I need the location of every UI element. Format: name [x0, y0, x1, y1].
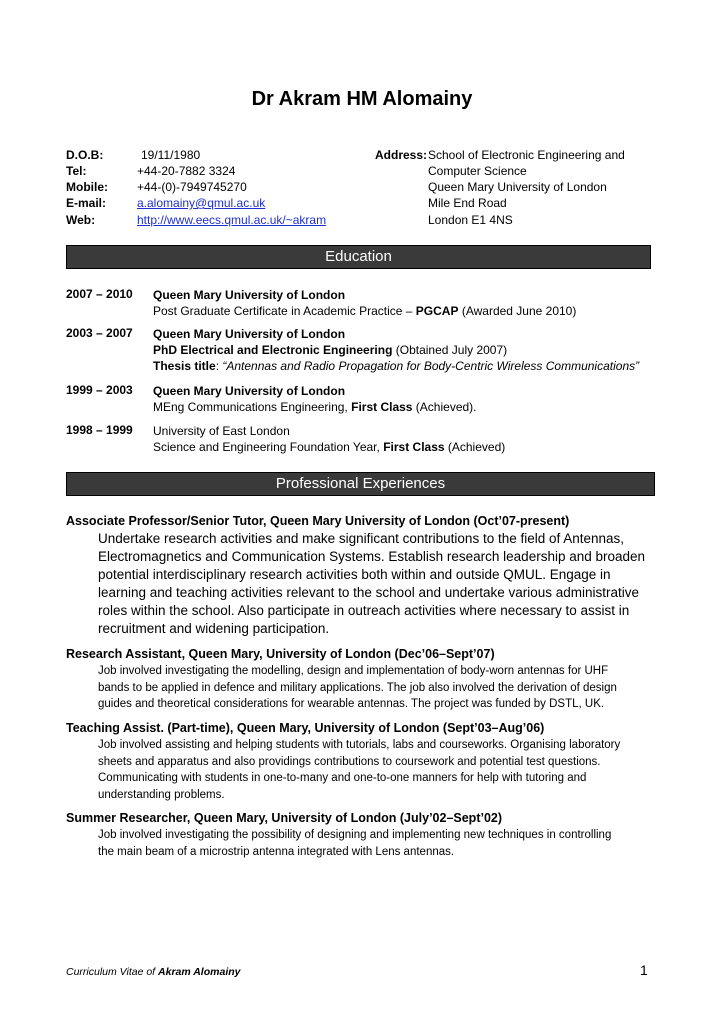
- edu-years: 1998 – 1999: [66, 423, 133, 437]
- mobile-value: +44-(0)-7949745270: [137, 180, 247, 194]
- address-line: London E1 4NS: [428, 213, 513, 227]
- tel-value: +44-20-7882 3324: [137, 164, 236, 178]
- job-title: Associate Professor/Senior Tutor, Queen Mary University of London (Oct’07-present): [66, 514, 570, 528]
- edu-detail: Science and Engineering Foundation Year, First Class (Achieved): [153, 440, 506, 454]
- email-label: E-mail:: [66, 196, 107, 210]
- edu-detail: MEng Communications Engineering, First Class (Achieved).: [153, 400, 477, 414]
- edu-institution: University of East London: [153, 424, 290, 438]
- web-link[interactable]: http://www.eecs.qmul.ac.uk/~akram: [137, 213, 327, 227]
- education-heading: Education: [66, 245, 651, 269]
- job-description: Undertake research activities and make significant contributions to the field of Antennas, Electromagnetics and Communication Systems. Establish research leadership and broaden potential interdisciplinary research activities both within and outside QMUL. Engage in learning and teaching activities relevant to the school and undertake various administrative roles within the school. Also participate in outreach activities where necessary to assist in recruitment and widening participation.: [98, 531, 646, 636]
- edu-institution: Queen Mary University of London: [153, 327, 346, 341]
- job-description: Job involved investigating the modelling, design and implementation of body-worn antennas for UHF bands to be applied in defence and military applications. The job also involved the derivation of design guides and theoretical considerations for wearable antennas. The project was funded by DSTL, UK.: [98, 665, 617, 710]
- dob-value: 19/11/1980: [141, 148, 201, 162]
- job-description: Job involved assisting and helping students with tutorials, labs and courseworks. Organising laboratory sheets and apparatus and also providings contributions to coursework and potential test questions. Communicating with students in one-to-many and one-to-one manners for help with tutoring and understanding problems.: [98, 739, 621, 801]
- experience-heading: Professional Experiences: [66, 472, 655, 496]
- job-title: Teaching Assist. (Part-time), Queen Mary, University of London (Sept’03–Aug’06): [66, 721, 545, 735]
- web-label: Web:: [66, 213, 96, 227]
- edu-years: 2003 – 2007: [66, 326, 133, 340]
- email-link[interactable]: a.alomainy@qmul.ac.uk: [137, 196, 266, 210]
- footer-caption: Curriculum Vitae of Akram Alomainy: [66, 966, 241, 978]
- address-line: Mile End Road: [428, 196, 507, 210]
- address-line: School of Electronic Engineering and: [428, 148, 625, 162]
- tel-label: Tel:: [66, 164, 87, 178]
- address-label: Address:: [375, 148, 428, 162]
- dob-label: D.O.B:: [66, 148, 104, 162]
- edu-institution: Queen Mary University of London: [153, 288, 346, 302]
- address-line: Computer Science: [428, 164, 527, 178]
- edu-institution: Queen Mary University of London: [153, 384, 346, 398]
- mobile-label: Mobile:: [66, 180, 108, 194]
- edu-thesis: Thesis title: “Antennas and Radio Propagation for Body-Centric Wireless Communications”: [153, 359, 640, 373]
- edu-entry: [153, 326, 639, 374]
- edu-years: 1999 – 2003: [66, 383, 133, 397]
- edu-entry: [153, 287, 576, 319]
- edu-years: 2007 – 2010: [66, 287, 133, 301]
- edu-entry: [153, 383, 477, 415]
- job-title: Research Assistant, Queen Mary, University of London (Dec’06–Sept’07): [66, 647, 495, 661]
- job-description: Job involved investigating the possibility of designing and implementing new techniques in controlling the main beam of a microstrip antenna integrated with Lens antennas.: [98, 829, 612, 858]
- job-title: Summer Researcher, Queen Mary, University of London (July’02–Sept’02): [66, 811, 503, 825]
- edu-detail: Post Graduate Certificate in Academic Practice – PGCAP (Awarded June 2010): [153, 304, 577, 318]
- edu-entry: [153, 423, 505, 455]
- page-number: 1: [640, 962, 648, 978]
- cv-name: Dr Akram HM Alomainy: [251, 88, 473, 110]
- address-line: Queen Mary University of London: [428, 180, 607, 194]
- edu-detail: PhD Electrical and Electronic Engineering (Obtained July 2007): [153, 343, 508, 357]
